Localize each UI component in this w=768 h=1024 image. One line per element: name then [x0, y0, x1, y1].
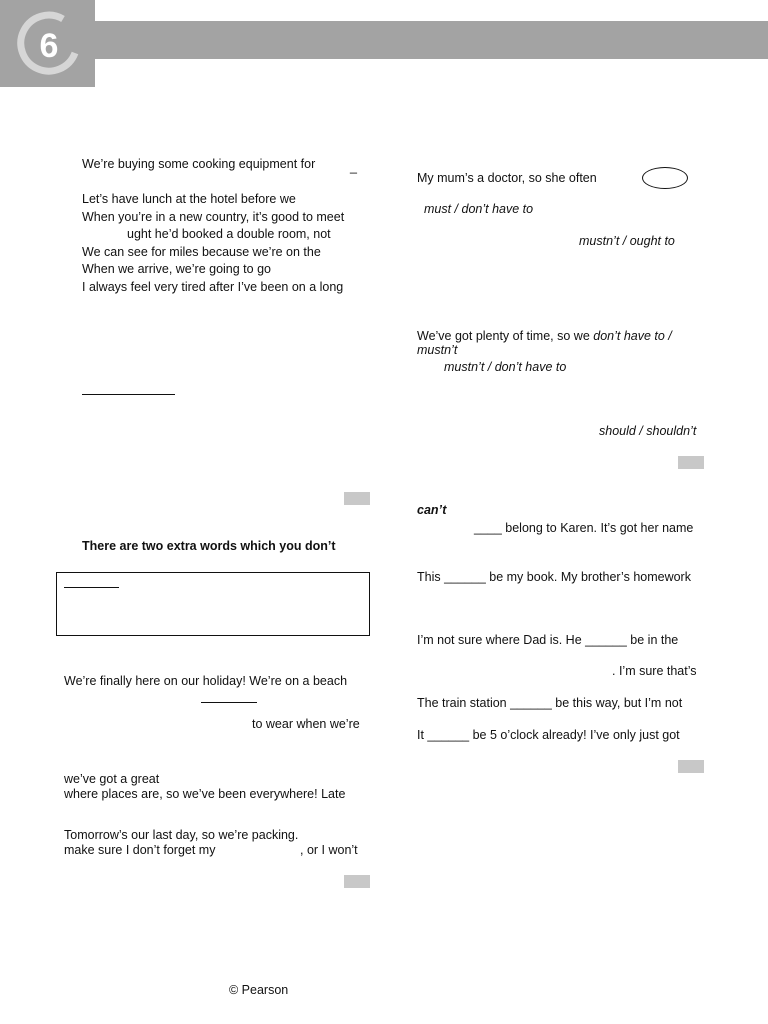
- left3-line-5: Tomorrow’s our last day, so we’re packing.: [64, 828, 299, 842]
- right1-options-1: must / don’t have to: [424, 202, 534, 216]
- left1-answer-line: [82, 394, 175, 395]
- left1-line-2: Let’s have lunch at the hotel before we: [82, 192, 296, 206]
- left3-line-2: to wear when we’re: [252, 717, 360, 731]
- right1-options-3: mustn’t / don’t have to: [444, 360, 567, 374]
- right1-score-box: [678, 456, 704, 469]
- left1-line-4: ught he’d booked a double room, not: [127, 227, 331, 241]
- right2-line-2: This ______ be my book. My brother’s homework: [417, 570, 691, 584]
- right1-line-4: [417, 329, 672, 343]
- left1-line-7: I always feel very tired after I’ve been on a long: [82, 280, 344, 294]
- left1-line-3: When you’re in a new country, it’s good to meet: [82, 210, 345, 224]
- right1-line-1: My mum’s a doctor, so she often: [417, 171, 597, 185]
- right2-line-6: It ______ be 5 o’clock already! I’ve only just got: [417, 728, 680, 742]
- word-box-example-line: [64, 587, 119, 588]
- right1-line-4-options: don’t have to /: [593, 329, 672, 343]
- left3-line-4: where places are, so we’ve been everywhere! Late: [64, 787, 346, 801]
- unit-title-bar: [95, 21, 768, 59]
- left3-line-3: we’ve got a great: [64, 772, 160, 786]
- right2-score-box: [678, 760, 704, 773]
- word-box: [56, 572, 370, 636]
- left3-line-1: We’re finally here on our holiday! We’re on a beach: [64, 674, 348, 688]
- left1-score-box: [344, 492, 370, 505]
- right1-line-5: mustn’t: [417, 343, 458, 357]
- right1-options-4: should / shouldn’t: [599, 424, 697, 438]
- left1-line-1: We’re buying some cooking equipment for: [82, 157, 316, 171]
- right2-line-4: . I’m sure that’s: [612, 664, 697, 678]
- right1-options-2: mustn’t / ought to: [579, 234, 675, 248]
- example-answer-oval: [642, 167, 688, 189]
- left3-blank-1: [201, 702, 257, 703]
- left1-line-5: We can see for miles because we’re on the: [82, 245, 321, 259]
- left3-line-6: make sure I don’t forget my: [64, 843, 216, 857]
- right2-line-3: I’m not sure where Dad is. He ______ be in the: [417, 633, 679, 647]
- left3-score-box: [344, 875, 370, 888]
- left3-line-7: , or I won’t: [300, 843, 358, 857]
- left1-blank-mark: _: [350, 160, 357, 174]
- right1-line-4-text: We’ve got plenty of time, so we: [417, 329, 594, 343]
- left2-instruction: There are two extra words which you don’t: [82, 539, 336, 553]
- unit-number: 6: [39, 27, 59, 65]
- right2-example-word: can’t: [417, 503, 447, 517]
- unit-number-badge: [0, 0, 95, 87]
- copyright-footer: © Pearson: [229, 983, 289, 997]
- right2-line-1: ____ belong to Karen. It’s got her name: [474, 521, 694, 535]
- unit-ring-icon: [13, 9, 85, 77]
- left1-line-6: When we arrive, we’re going to go: [82, 262, 271, 276]
- right2-line-5: The train station ______ be this way, but I’m not: [417, 696, 683, 710]
